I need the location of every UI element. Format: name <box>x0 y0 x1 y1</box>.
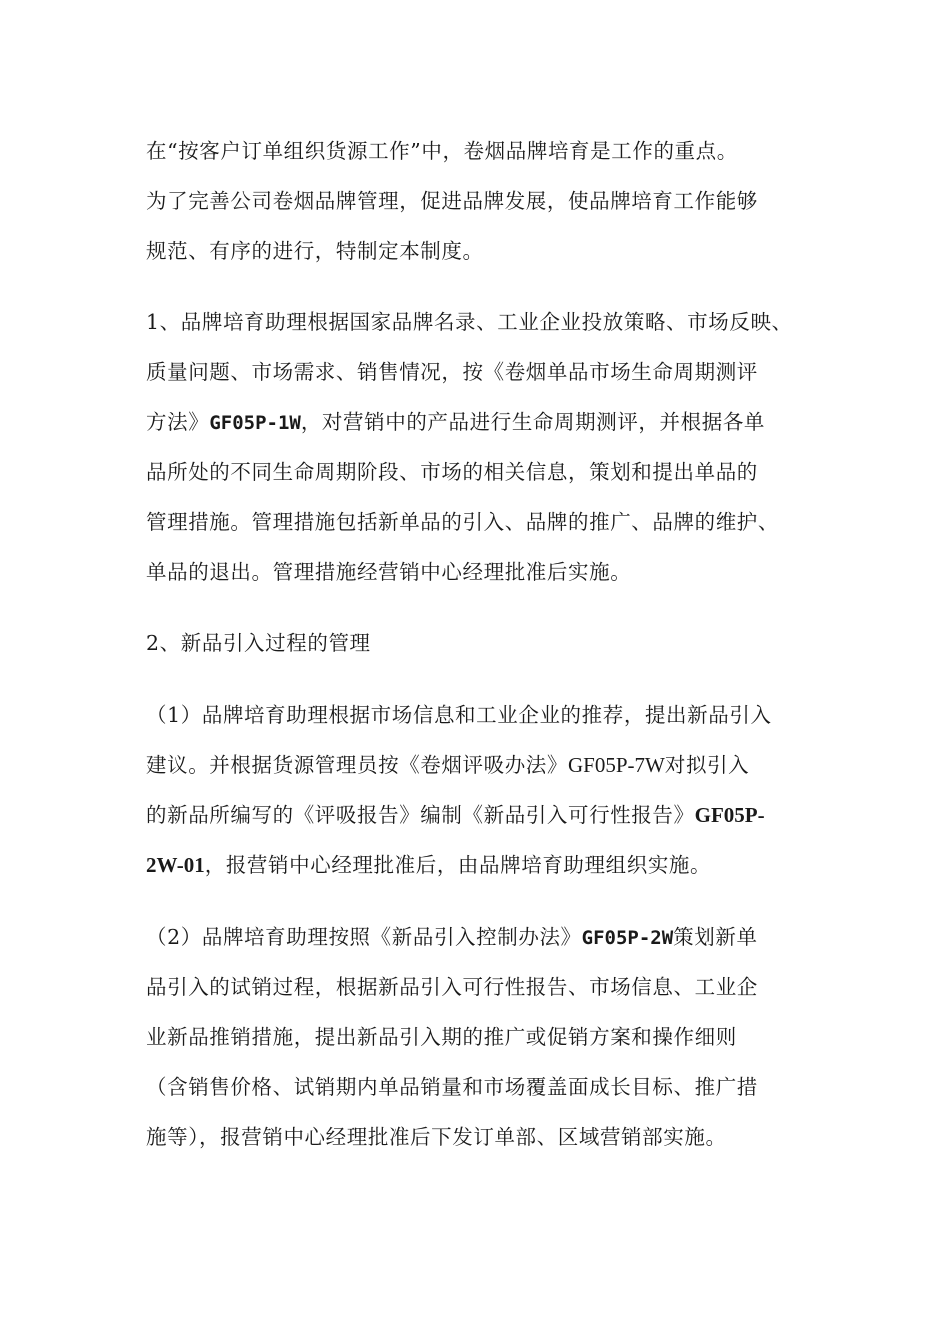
intro-line-3: 规范、有序的进行，特制定本制度。 <box>146 239 484 263</box>
item2-sub1-line-1: （1）品牌培育助理根据市场信息和工业企业的推荐，提出新品引入 <box>146 703 772 727</box>
item1-line-4: 品所处的不同生命周期阶段、市场的相关信息，策划和提出单品的 <box>146 460 758 484</box>
item1-line-2: 质量问题、市场需求、销售情况，按《卷烟单品市场生命周期测评 <box>146 360 758 384</box>
item2-sub2-doc-code: GF05P-2W <box>581 927 674 949</box>
item2-sub2-line-5: 施等），报营销中心经理批准后下发订单部、区域营销部实施。 <box>146 1125 727 1149</box>
item2-sub1-line-2 <box>146 750 749 780</box>
item2-sub1-line-2-pre: 建议。并根据货源管理员按《卷烟评吸办法》 <box>146 753 568 777</box>
item2-sub1-doc-code-1: GF05P-7W <box>568 753 665 777</box>
item2-sub2-line-3: 业新品推销措施，提出新品引入期的推广或促销方案和操作细则 <box>146 1025 737 1049</box>
item2-sub1-line-2-post: 对拟引入 <box>664 753 750 777</box>
item2-heading: 2、新品引入过程的管理 <box>146 631 371 655</box>
item2-sub2-line-1 <box>146 922 758 953</box>
intro-line-2: 为了完善公司卷烟品牌管理，促进品牌发展，使品牌培育工作能够 <box>146 189 758 213</box>
item2-sub2-line-1-pre: （2）品牌培育助理按照《新品引入控制办法》 <box>146 925 582 949</box>
item2-sub2-line-1-post: 策划新单 <box>673 925 758 949</box>
item1-line-1: 1、品牌培育助理根据国家品牌名录、工业企业投放策略、市场反映、 <box>146 310 793 334</box>
item2-sub1-line-3-pre: 的新品所编写的《评吸报告》编制《新品引入可行性报告》 <box>146 803 695 827</box>
item2-sub2-line-4: （含销售价格、试销期内单品销量和市场覆盖面成长目标、推广措 <box>146 1075 758 1099</box>
item2-sub1-doc-code-2b: 2W-01 <box>146 853 205 877</box>
item1-line-6: 单品的退出。管理措施经营销中心经理批准后实施。 <box>146 560 632 584</box>
item2-sub1-line-4 <box>146 850 711 880</box>
item1-line-3 <box>146 407 765 438</box>
item1-doc-code: GF05P-1W <box>209 412 301 434</box>
item2-sub1-doc-code-2a: GF05P- <box>694 803 765 827</box>
item1-line-3-pre: 方法》 <box>146 410 210 434</box>
intro-line-1: 在“按客户订单组织货源工作”中，卷烟品牌培育是工作的重点。 <box>146 139 738 163</box>
item2-sub1-line-3 <box>146 800 765 830</box>
item1-line-5: 管理措施。管理措施包括新单品的引入、品牌的推广、品牌的维护、 <box>146 510 779 534</box>
item2-sub2-line-2: 品引入的试销过程，根据新品引入可行性报告、市场信息、工业企 <box>146 975 758 999</box>
item1-line-3-post: ，对营销中的产品进行生命周期测评，并根据各单 <box>300 410 766 434</box>
item2-sub1-line-4-post: ，报营销中心经理批准后，由品牌培育助理组织实施。 <box>204 853 712 877</box>
